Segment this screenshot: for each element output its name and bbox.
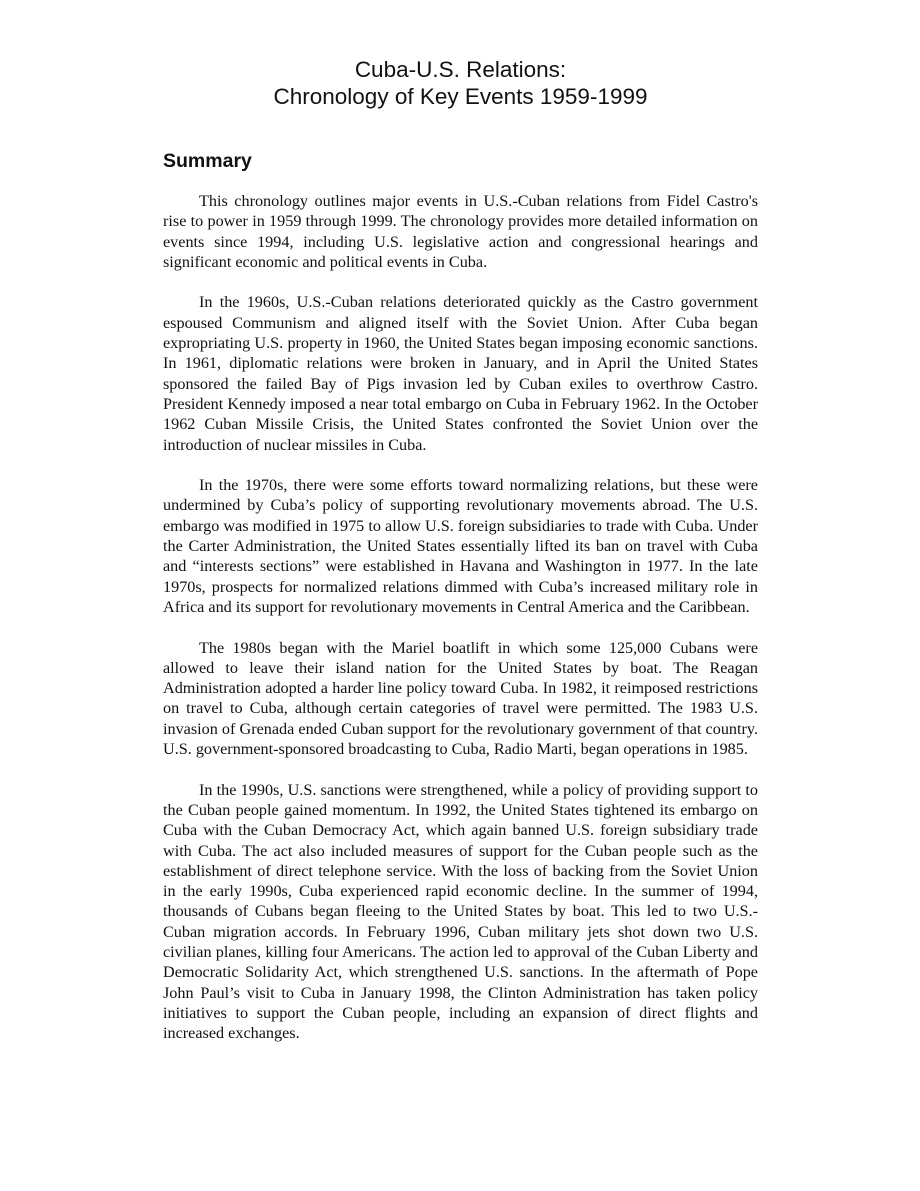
section-heading-summary: Summary	[163, 150, 252, 172]
document-title	[163, 56, 758, 110]
paragraph-1980s: The 1980s began with the Mariel boatlift in which some 125,000 Cubans were allowed to leave their island nation for the United States by boat. The Reagan Administration adopted a harder line policy toward Cuba. In 1982, it reimposed restrictions on travel to Cuba, although certain categories of travel were permitted. The 1983 U.S. invasion of Grenada ended Cuban support for the revolutionary government of that country. U.S. government-sponsored broadcasting to Cuba, Radio Marti, began operations in 1985.	[163, 638, 758, 759]
paragraph-1960s: In the 1960s, U.S.-Cuban relations deteriorated quickly as the Castro government espoused Communism and aligned itself with the Soviet Union. After Cuba began expropriating U.S. property in 1960, the United States began imposing economic sanctions. In 1961, diplomatic relations were broken in January, and in April the United States sponsored the failed Bay of Pigs invasion led by Cuban exiles to overthrow Castro. President Kennedy imposed a near total embargo on Cuba in February 1962. In the October 1962 Cuban Missile Crisis, the United States confronted the Soviet Union over the introduction of nuclear missiles in Cuba.	[163, 293, 758, 454]
document-page	[163, 56, 758, 1043]
title-line-2: Chronology of Key Events 1959-1999	[273, 84, 648, 109]
paragraph-1970s: In the 1970s, there were some efforts toward normalizing relations, but these were undermined by Cuba’s policy of supporting revolutionary movements abroad. The U.S. embargo was modified in 1975 to allow U.S. foreign subsidiaries to trade with Cuba. Under the Carter Administration, the United States essentially lifted its ban on travel with Cuba and “interests sections” were established in Havana and Washington in 1977. In the late 1970s, prospects for normalized relations dimmed with Cuba’s increased military role in Africa and its support for revolutionary movements in Central America and the Caribbean.	[163, 476, 758, 616]
paragraph-1990s: In the 1990s, U.S. sanctions were strengthened, while a policy of providing support to the Cuban people gained momentum. In 1992, the United States tightened its embargo on Cuba with the Cuban Democracy Act, which again banned U.S. foreign subsidiary trade with Cuba. The act also included measures of support for the Cuban people such as the establishment of direct telephone service. With the loss of backing from the Soviet Union in the early 1990s, Cuba experienced rapid economic decline. In the summer of 1994, thousands of Cubans began fleeing to the United States by boat. This led to two U.S.-Cuban migration accords. In February 1996, Cuban military jets shot down two U.S. civilian planes, killing four Americans. The action led to approval of the Cuban Liberty and Democratic Solidarity Act, which strengthened U.S. sanctions. In the aftermath of Pope John Paul’s visit to Cuba in January 1998, the Clinton Administration has taken policy initiatives to support the Cuban people, including an expansion of direct flights and increased exchanges.	[163, 780, 758, 1043]
paragraph-intro: This chronology outlines major events in U.S.-Cuban relations from Fidel Castro's rise to power in 1959 through 1999. The chronology provides more detailed information on events since 1994, including U.S. legislative action and congressional hearings and significant economic and political events in Cuba.	[163, 192, 758, 271]
title-line-1: Cuba-U.S. Relations:	[354, 57, 567, 82]
